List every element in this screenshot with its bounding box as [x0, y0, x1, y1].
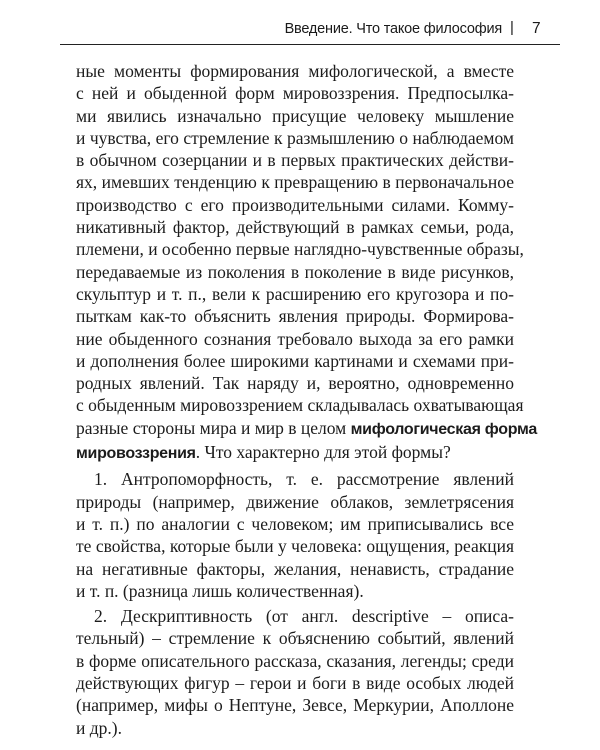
- text-line: ми явились изначально присущие человеку мышление: [76, 105, 514, 126]
- line-text: . Что характерно для этой формы?: [195, 442, 451, 463]
- text-line: 1. Антропоморфность, т. е. рассмотрение явлений: [94, 469, 514, 490]
- paragraph-anthropomorphism: [76, 468, 514, 602]
- bold-term: мифологическая форма: [350, 420, 537, 438]
- text-line: на негативные факторы, желания, ненависть, страдание: [76, 558, 514, 579]
- body-text: [76, 60, 537, 739]
- text-line: [76, 417, 537, 441]
- text-line: скульптур и т. п., вели к расширению его кругозора и по-: [76, 283, 514, 304]
- text-line: с обыденным мировоззрением складывалась охватывающая: [76, 395, 524, 416]
- header-rule: [60, 44, 560, 45]
- text-line: 2. Дескриптивность (от англ. descriptive – описа-: [94, 606, 514, 627]
- text-line: и чувства, его стремление к размышлению о наблюдаемом: [76, 127, 514, 148]
- text-line: тельный) – стремление к объяснению событий, явлений: [76, 628, 514, 649]
- text-line: в форме описательного рассказа, сказания, легенды; среди: [76, 650, 514, 671]
- text-line: племени, и особенно первые наглядно-чувственные образы,: [76, 239, 524, 260]
- text-line: передаваемые из поколения в поколение в виде рисунков,: [76, 261, 514, 282]
- text-line: ные моменты формирования мифологической, а вместе: [76, 61, 514, 81]
- bold-term: мировоззрения: [76, 445, 196, 463]
- text-line: ях, имевших тенденцию к превращению в первоначальное: [76, 172, 514, 193]
- text-line: и т. п. (разница лишь количественная).: [76, 580, 364, 601]
- text-line: ние обыденного сознания требовало выхода за его рамки: [76, 328, 514, 349]
- text-line: [76, 441, 514, 465]
- text-line: с ней и обыденной форм мировоззрения. Предпосылка-: [76, 83, 514, 104]
- paragraph-descriptiveness: [76, 605, 514, 739]
- text-line: никативный фактор, действующий в рамках семьи, рода,: [76, 217, 514, 238]
- text-line: те свойства, которые были у человека: ощущения, реакция: [76, 536, 514, 557]
- text-line: природы (например, движение облаков, землетрясения: [76, 491, 514, 512]
- text-line: и дополнения более широкими картинами и схемами при-: [76, 350, 514, 371]
- paragraph-mythological-worldview: [76, 60, 537, 465]
- chapter-title: Введение. Что такое философия: [284, 21, 502, 37]
- text-line: (например, мифы о Нептуне, Зевсе, Меркурии, Аполлоне: [76, 695, 514, 716]
- page-number: 7: [532, 20, 541, 37]
- running-head: [0, 14, 600, 44]
- text-line: пыткам как-то объяснить явления природы. Формирова-: [76, 306, 514, 327]
- header-separator: |: [510, 19, 514, 36]
- text-line: в обычном созерцании и в первых практических действи-: [76, 150, 514, 171]
- text-line: родных явлений. Так наряду и, вероятно, одновременно: [76, 373, 514, 394]
- text-line: производство с его производительными силами. Комму-: [76, 194, 514, 215]
- line-text: разные стороны мира и мир в целом: [76, 417, 351, 438]
- text-line: действующих фигур – герои и боги в виде особых людей: [76, 673, 514, 694]
- text-line: и т. п.) по аналогии с человеком; им приписывались все: [76, 513, 514, 534]
- text-line: и др.).: [76, 717, 122, 738]
